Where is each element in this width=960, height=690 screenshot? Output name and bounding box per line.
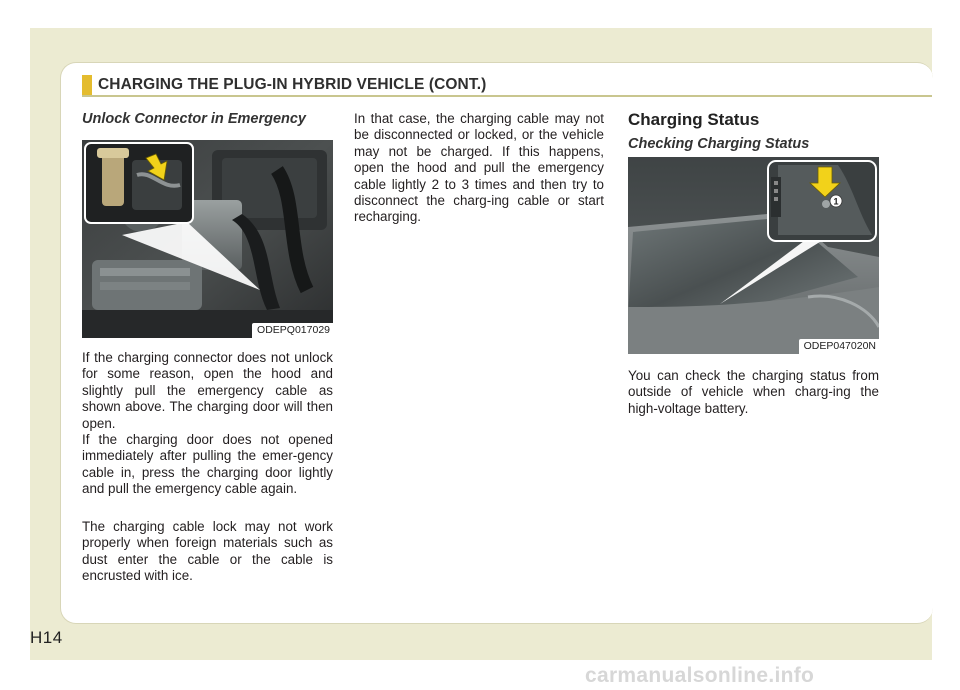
figure-code-left: ODEPQ017029	[252, 323, 333, 338]
figure-code-right: ODEP047020N	[799, 339, 879, 354]
section-heading-charging-status: Charging Status	[628, 110, 760, 129]
page-title: CHARGING THE PLUG-IN HYBRID VEHICLE (CONT.)	[98, 76, 487, 93]
subheading-checking-status: Checking Charging Status	[628, 136, 810, 152]
engine-bay-figure	[82, 140, 333, 338]
paragraph-middle: In that case, the charging cable may not be disconnected or locked, or the vehicle may not be charged. If this happens, open the hood and pull the emergency cable lightly 2 to 3 times and then try to disconnect the charg-ing cable or start recharging.	[354, 111, 604, 225]
paragraph-unlock-2: If the charging door does not opened immediately after pulling the emer-gency cable in, press the charging door lightly and pull the emergency cable again.	[82, 432, 333, 497]
windshield-illustration	[628, 157, 879, 354]
paragraph-unlock-3: The charging cable lock may not work properly when foreign materials such as dust enter the cable or the cable is encrusted with ice.	[82, 519, 333, 584]
header-accent-bar	[82, 75, 92, 95]
engine-bay-illustration	[82, 140, 333, 338]
header-rule	[82, 95, 932, 97]
windshield-figure	[628, 157, 879, 354]
subheading-unlock-connector: Unlock Connector in Emergency	[82, 111, 306, 127]
watermark: carmanualsonline.info	[585, 664, 815, 687]
callout-number-icon	[830, 195, 842, 207]
page-number: H14	[30, 628, 63, 647]
paragraph-unlock-1: If the charging connector does not unlock for some reason, open the hood and slightly pull the emergency cable as shown above. The charging door will then open.	[82, 350, 333, 431]
callout-number-label: 1	[833, 196, 839, 207]
paragraph-charging-status: You can check the charging status from outside of vehicle when charg-ing the high-voltage battery.	[628, 368, 879, 416]
